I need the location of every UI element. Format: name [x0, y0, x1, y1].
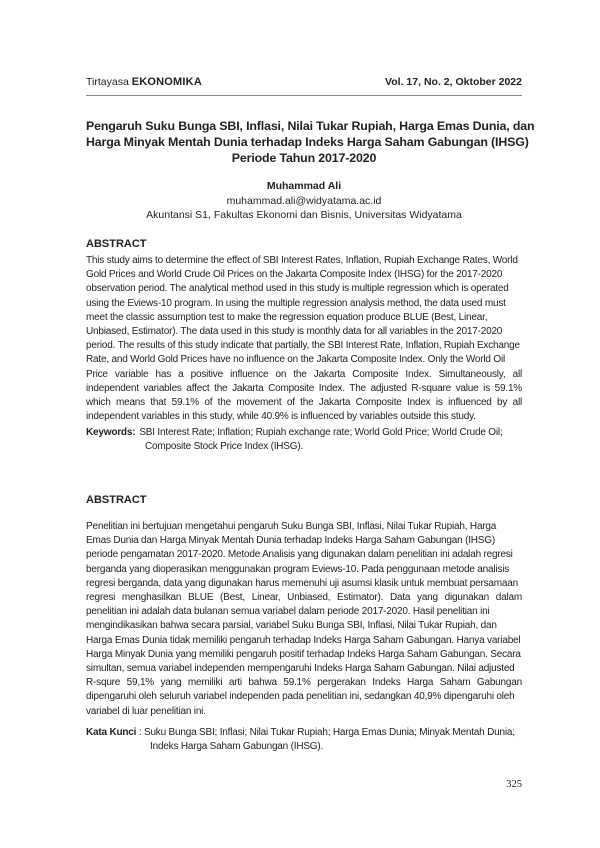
kata-kunci-label: Kata Kunci	[86, 727, 137, 738]
abstract-line: simultan, semua variabel independen mempengaruhi Indeks Harga Saham Gabungan. Nilai adjusted	[86, 663, 515, 675]
abstract-line: berganda yang dioperasikan menggunakan program Eviews-10. Pada penggunaan metode analisis	[86, 563, 510, 575]
abstract-line: regresi menghasilkan BLUE (Best, Linear, Unbiased, Estimator). Data yang digunakan dalam	[86, 592, 522, 604]
abstract-line: using the Eviews-10 program. In using the multiple regression analysis method, the data used must	[86, 297, 506, 309]
kata-kunci-text: : Suku Bunga SBI; Inflasi; Nilai Tukar Rupiah; Harga Emas Dunia; Minyak Mentah Dunia;	[136, 727, 515, 738]
abstract-line: Harga Minyak Dunia yang memiliki pengaruh positif terhadap Indeks Harga Saham Gabungan. Secara	[86, 648, 521, 660]
keywords-text: Composite Stock Price Index (IHSG).	[145, 441, 304, 453]
abstract-en-heading: ABSTRACT	[86, 238, 147, 250]
keywords-text: SBI Interest Rate; Inflation; Rupiah exchange rate; World Gold Price; World Crude Oil;	[139, 427, 503, 438]
keywords-label: Keywords:	[86, 427, 136, 438]
abstract-line: independent variables in this study, while 40.9% is influenced by variables outside this study.	[86, 411, 476, 423]
abstract-line: which means that 59.1% of the movement of the Jakarta Composite Index is influenced by all	[86, 397, 522, 408]
abstract-id-heading: ABSTRACT	[86, 494, 147, 506]
abstract-line: Emas Dunia dan Harga Minyak Mentah Dunia terhadap Indeks Harga Saham Gabungan (IHSG)	[86, 535, 495, 547]
page-number: 325	[506, 779, 522, 790]
abstract-line: variabel di luar penelitian ini.	[86, 705, 206, 717]
keywords-en	[86, 426, 522, 454]
abstract-line: dipengaruhi oleh seluruh variabel independen pada penelitian ini, sedangkan 40,9% dipengaruhi oleh	[86, 691, 515, 703]
abstract-line: independent variables affect the Jakarta Composite Index. The adjusted R-square value is 59.1%	[86, 382, 522, 394]
journal-title	[86, 76, 202, 88]
abstract-line: Penelitian ini bertujuan mengetahui pengaruh Suku Bunga SBI, Inflasi, Nilai Tukar Rupiah, Harga	[86, 521, 497, 532]
abstract-line: periode pengamatan 2017-2020. Metode Analisis yang digunakan dalam penelitian ini adalah regresi	[86, 549, 513, 561]
abstract-line: Unbiased, Estimator). The data used in this study is monthly data for all variables in the 2017-2020	[86, 326, 503, 338]
abstract-id-body	[86, 520, 522, 719]
abstract-line: observation period. The analytical method used in this study is multiple regression which is operated	[86, 283, 509, 295]
author-affiliation: Akuntansi S1, Fakultas Ekonomi dan Bisnis, Universitas Widyatama	[146, 209, 462, 221]
header-divider	[86, 95, 522, 96]
author-email[interactable]: muhammad.ali@widyatama.ac.id	[226, 194, 382, 207]
keywords-id	[86, 726, 522, 754]
abstract-line: Harga Emas Dunia tidak memiliki pengaruh terhadap Indeks Harga Saham Gabungan. Hanya variabel	[86, 634, 521, 646]
author-name: Muhammad Ali	[266, 180, 342, 192]
author-block	[86, 179, 522, 223]
abstract-line: penelitian ini adalah data bulanan semua variabel dalam periode 2017-2020. Hasil penelitian ini	[86, 606, 490, 618]
title-line: Periode Tahun 2017-2020	[231, 151, 377, 165]
abstract-line: Gold Prices and World Crude Oil Prices on the Jakarta Composite Index (IHSG) for the 2017-2020	[86, 269, 503, 281]
abstract-line: Rate, and World Gold Prices have no influence on the Jakarta Composite Index. Only the World Oil	[86, 354, 505, 366]
kata-kunci-text: Indeks Harga Saham Gabungan (IHSG).	[150, 741, 324, 753]
abstract-line: regresi berganda, data yang digunakan harus memenuhi uji asumsi klasik untuk membuat persamaan	[86, 577, 519, 589]
abstract-line: period. The results of this study indicate that partially, the SBI Interest Rate, Inflation, Rupiah Exchange	[86, 340, 520, 352]
title-line: Pengaruh Suku Bunga SBI, Inflasi, Nilai Tukar Rupiah, Harga Emas Dunia, dan	[86, 119, 535, 133]
volume-info: Vol. 17, No. 2, Oktober 2022	[385, 76, 522, 88]
paper-title	[86, 118, 535, 166]
title-line: Harga Minyak Mentah Dunia terhadap Indeks Harga Saham Gabungan (IHSG)	[86, 135, 529, 149]
abstract-line: mengindikasikan bahwa secara parsial, variabel Suku Bunga SBI, Inflasi, Nilai Tukar Rupiah, dan	[86, 620, 497, 632]
abstract-line: meet the classic assumption test to make the regression equation produce BLUE (Best, Linear,	[86, 311, 488, 323]
abstract-line: R-squre 59,1% yang memiliki arti bahwa 59.1% pergerakan Indeks Harga Saham Gabungan	[86, 677, 522, 689]
abstract-line: This study aims to determine the effect of SBI Interest Rates, Inflation, Rupiah Exchange Rates, World	[86, 255, 518, 266]
journal-prefix: Tirtayasa	[86, 76, 132, 88]
abstract-line: Price variable has a positive influence on the Jakarta Composite Index. Simultaneously, all	[86, 368, 522, 380]
journal-name: EKONOMIKA	[131, 76, 202, 88]
abstract-en-body	[86, 254, 522, 424]
